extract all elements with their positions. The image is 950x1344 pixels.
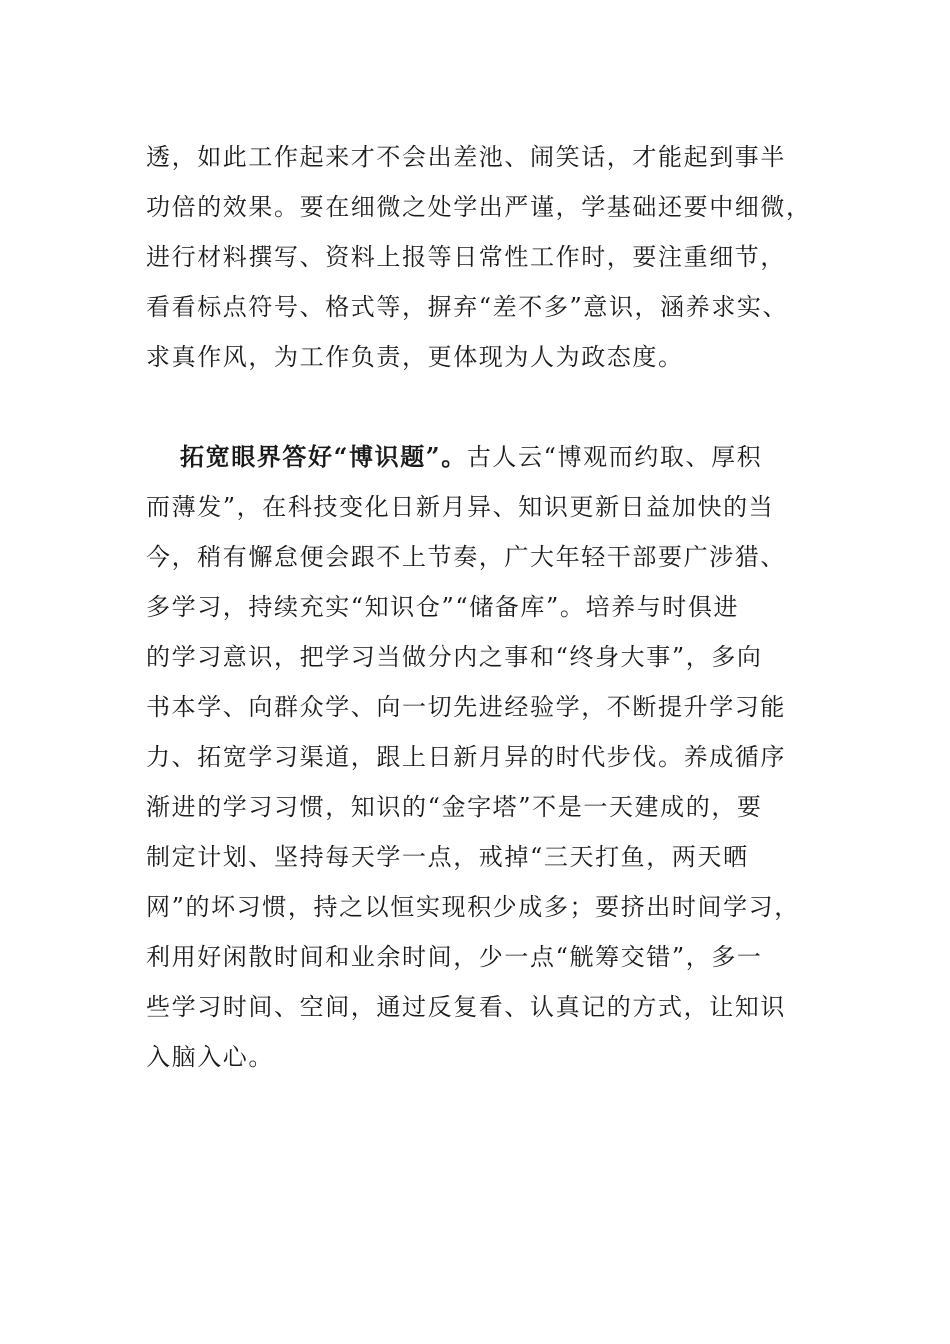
- paragraph-line: 入脑入心。: [146, 1043, 274, 1071]
- paragraph-line: 进行材料撰写、资料上报等日常性工作时，要注重细节，: [146, 243, 786, 271]
- paragraph-line: 渐进的学习习惯，知识的“金字塔”不是一天建成的，要: [146, 793, 763, 821]
- paragraph-line: 功倍的效果。要在细微之处学出严谨，学基础还要中细微，: [146, 193, 812, 221]
- paragraph-line: 制定计划、坚持每天学一点，戒掉“三天打鱼，两天晒: [146, 843, 749, 871]
- paragraph-line: 多学习，持续充实“知识仓”“储备库”。培养与时俱进: [146, 593, 740, 621]
- paragraph-1: [146, 132, 826, 382]
- paragraph-line: 些学习时间、空间，通过反复看、认真记的方式，让知识: [146, 993, 786, 1021]
- paragraph-line: 的学习意识，把学习当做分内之事和“终身大事”，多向: [146, 643, 763, 671]
- paragraph-line: 书本学、向群众学、向一切先进经验学，不断提升学习能: [146, 693, 786, 721]
- paragraph-line: 力、拓宽学习渠道，跟上日新月异的时代步伐。养成循序: [146, 743, 786, 771]
- heading-followup-text: 古人云“博观而约取、厚积: [466, 443, 763, 471]
- paragraph-2: [146, 432, 826, 1082]
- paragraph-line: 看看标点符号、格式等，摒弃“差不多”意识，涵养求实、: [146, 293, 789, 321]
- paragraph-line: 透，如此工作起来才不会出差池、闹笑话，才能起到事半: [146, 143, 786, 171]
- paragraph-line: 网”的坏习惯，持之以恒实现积少成多；要挤出时间学习，: [146, 893, 800, 921]
- paragraph-line: 求真作风，为工作负责，更体现为人为政态度。: [146, 343, 684, 371]
- paragraph-line: 今，稍有懈怠便会跟不上节奏，广大年轻干部要广涉猎、: [146, 543, 786, 571]
- paragraph-first-line: [146, 432, 826, 482]
- paragraph-line: 利用好闲散时间和业余时间，少一点“觥筹交错”，多一: [146, 943, 763, 971]
- section-heading: 拓宽眼界答好“博识题”。: [180, 442, 467, 471]
- paragraph-line: 而薄发”，在科技变化日新月异、知识更新日益加快的当: [146, 493, 775, 521]
